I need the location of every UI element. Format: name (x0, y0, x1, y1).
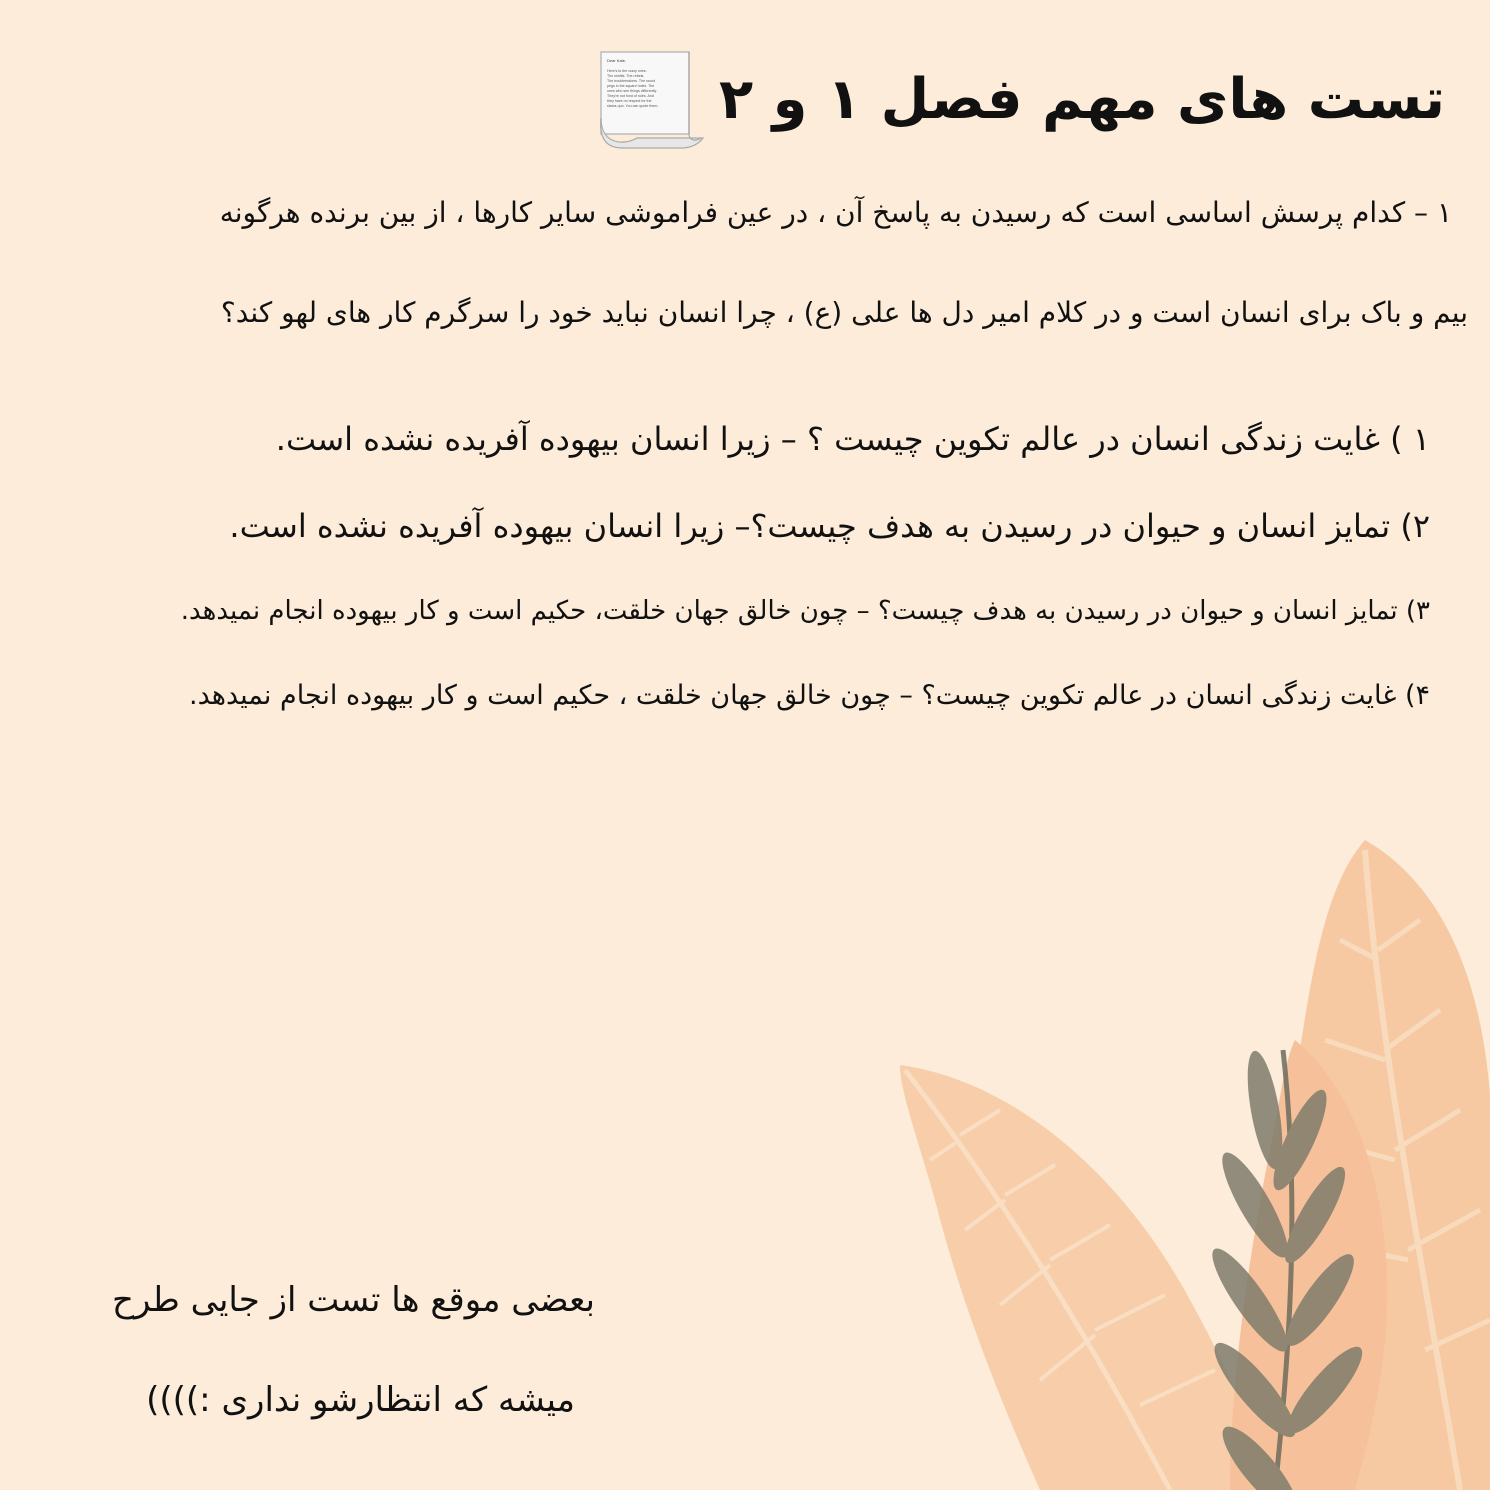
note-line-1: بعضی موقع ها تست از جایی طرح (112, 1280, 595, 1320)
scroll-line-4: pegs in the square holes. The (606, 84, 655, 88)
page-title: تست های مهم فصل ۱ و ۲ (718, 66, 1445, 132)
option-3: ۳) تمایز انسان و حیوان در رسیدن به هدف چیست؟ – چون خالق جهان خلقت، حکیم است و کار بیهوده انجام نمیدهد. (180, 596, 1430, 626)
left-leaf (900, 1065, 1270, 1490)
scroll-line-8: status quo. You can quote them, (606, 104, 659, 108)
scroll-line-6: They're not fond of rules. And (606, 94, 654, 98)
scroll-line-5: ones who see things differently. (606, 89, 657, 93)
scroll-line-0: Dear Kate, (606, 58, 627, 63)
large-leaf (1260, 840, 1490, 1490)
scroll-page-icon (593, 48, 705, 150)
option-1: ۱ ) غایت زندگی انسان در عالم تکوین چیست ؟ – زیرا انسان بیهوده آفریده نشده است. (275, 420, 1430, 458)
header (593, 48, 1445, 150)
dark-sprig (1202, 1048, 1372, 1490)
scroll-line-1: Here's to the crazy ones. (606, 69, 647, 73)
scroll-line-2: The misfits. The rebels. (606, 74, 645, 78)
middle-leaf (1230, 1040, 1387, 1490)
question-line-2: بیم و باک برای انسان است و در کلام امیر دل ها علی (ع) ، چرا انسان نباید خود را سرگرم کار های لهو کند؟ (220, 296, 1468, 329)
option-4: ۴) غایت زندگی انسان در عالم تکوین چیست؟ – چون خالق جهان خلقت ، حکیم است و کار بیهوده انجام نمیدهد. (188, 680, 1430, 711)
note-line-2: میشه که انتظارشو نداری :)))) (146, 1380, 575, 1420)
question-line-1: ۱ – کدام پرسش اساسی است که رسیدن به پاسخ آن ، در عین فراموشی سایر کارها ، از بین برنده هرگونه (219, 196, 1452, 229)
scroll-line-3: The troublemakers. The round (606, 79, 656, 83)
scroll-line-7: they have no respect for the (606, 99, 652, 103)
option-2: ۲) تمایز انسان و حیوان در رسیدن به هدف چیست؟– زیرا انسان بیهوده آفریده نشده است. (229, 507, 1430, 545)
